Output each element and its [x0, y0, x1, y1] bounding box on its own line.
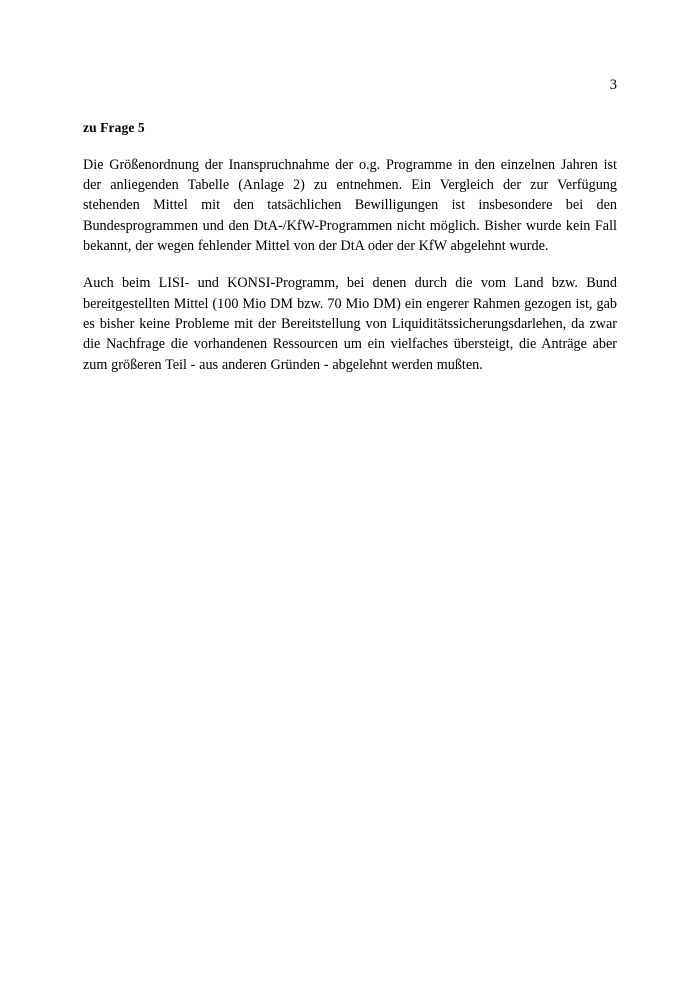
- paragraph: Auch beim LISI- und KONSI-Programm, bei denen durch die vom Land bzw. Bund bereitgestellten Mittel (100 Mio DM bzw. 70 Mio DM) ein engerer Rahmen gezogen ist, gab es bisher keine Probleme mit der Bereitstellung von Liquiditätssicherungsdarlehen, da zwar die Nachfrage die vorhandenen Ressourcen um ein vielfaches übersteigt, die Anträge aber zum größeren Teil - aus anderen Gründen - abgelehnt werden mußten.: [83, 275, 617, 373]
- paragraph: Die Größenordnung der Inanspruchnahme der o.g. Programme in den einzelnen Jahren ist der anliegenden Tabelle (Anlage 2) zu entnehmen. Ein Vergleich der zur Verfügung stehenden Mittel mit den tatsächlichen Bewilligungen ist insbesondere bei den Bundesprogrammen und den DtA-/KfW-Programmen nicht möglich. Bisher wurde kein Fall bekannt, der wegen fehlender Mittel von der DtA oder der KfW abgelehnt wurde.: [83, 156, 617, 255]
- section-heading: zu Frage 5: [83, 120, 145, 135]
- document-body: [83, 120, 617, 375]
- page-number: 3: [609, 77, 617, 93]
